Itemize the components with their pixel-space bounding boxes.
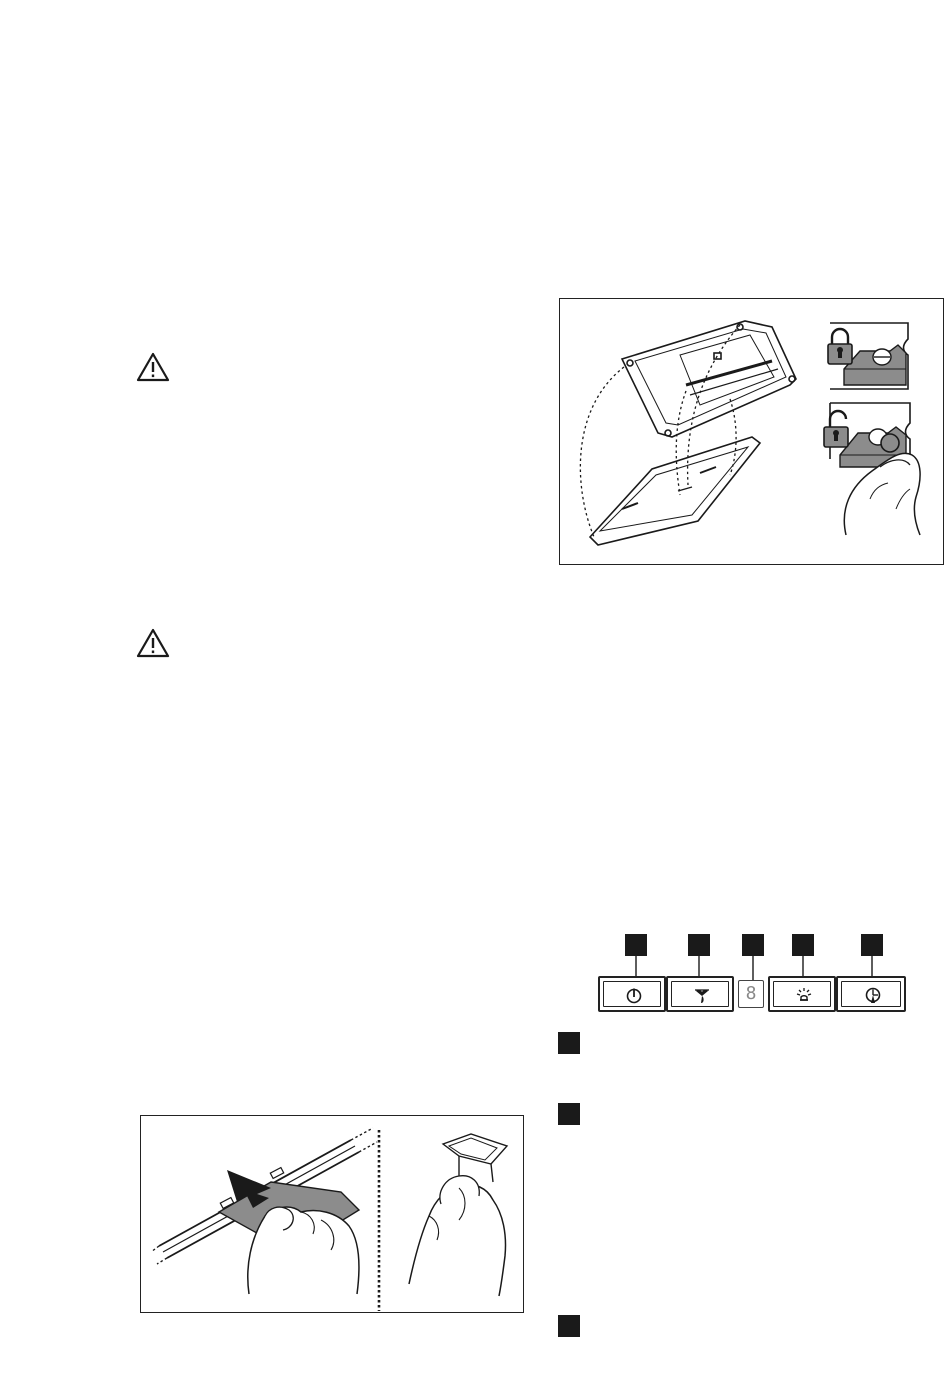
callout-marker-2 bbox=[688, 934, 710, 956]
callout-marker-1 bbox=[625, 934, 647, 956]
power-button[interactable] bbox=[598, 976, 666, 1012]
callout-marker-4 bbox=[792, 934, 814, 956]
warning-triangle-icon bbox=[136, 352, 170, 382]
filter-removal-illustration bbox=[560, 299, 942, 563]
timer-button[interactable] bbox=[836, 976, 906, 1012]
light-button[interactable] bbox=[768, 976, 836, 1012]
unlocked-detail-inset bbox=[830, 403, 920, 535]
speed-display: 8 bbox=[738, 980, 764, 1008]
light-icon bbox=[794, 986, 814, 1006]
fan-icon bbox=[692, 986, 712, 1006]
legend-marker-1 bbox=[558, 1032, 580, 1054]
padlock-unlocked-icon bbox=[824, 411, 848, 447]
power-icon bbox=[625, 987, 643, 1005]
callout-marker-5 bbox=[861, 934, 883, 956]
filter-clip-illustration bbox=[141, 1116, 522, 1311]
filter-removal-figure bbox=[559, 298, 944, 565]
timer-fan-icon bbox=[863, 986, 883, 1006]
filter-clip-figure bbox=[140, 1115, 524, 1313]
fan-speed-button[interactable] bbox=[666, 976, 734, 1012]
legend-marker-3 bbox=[558, 1315, 580, 1337]
padlock-locked-icon bbox=[828, 329, 852, 364]
warning-triangle-icon bbox=[136, 628, 170, 658]
callout-marker-3 bbox=[742, 934, 764, 956]
legend-marker-2 bbox=[558, 1103, 580, 1125]
